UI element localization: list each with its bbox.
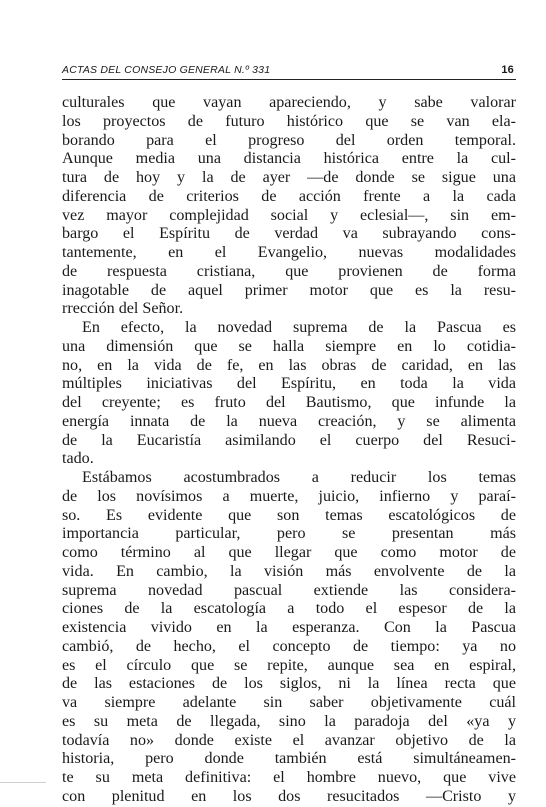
text-line: es el círculo que se repite, aunque sea en espiral, xyxy=(62,656,516,674)
text-line: energía innata de la nueva creación, y se alimenta xyxy=(62,412,516,430)
text-line: te su meta definitiva: el hombre nuevo, que vive xyxy=(62,769,516,786)
running-header xyxy=(62,63,516,80)
text-line: de las estaciones de los siglos, ni la línea recta que xyxy=(62,675,516,693)
paragraph-first-line: Estábamos acostumbrados a reducir los temas xyxy=(82,469,516,486)
text-line: importancia particular, pero se presentan más xyxy=(62,525,516,543)
text-line: historia, pero donde también está simultáneamen- xyxy=(62,750,516,768)
text-line: de la Eucaristía asimilando el cuerpo del Resuci- xyxy=(62,431,516,449)
text-line: no, en la vida de fe, en las obras de caridad, en las xyxy=(62,356,516,374)
paragraph-last-line: rrección del Señor. xyxy=(62,300,184,318)
text-line: todavía no» donde existe el avanzar objetivo de la xyxy=(62,731,516,749)
text-line: Aunque media una distancia histórica entre la cul- xyxy=(62,150,516,168)
text-line: borando para el progreso del orden temporal. xyxy=(62,131,516,149)
text-line: los proyectos de futuro histórico que se van ela- xyxy=(62,112,516,130)
paragraph-last-line: tado. xyxy=(62,450,94,468)
text-line: va siempre adelante sin saber objetivamente cuál xyxy=(62,694,516,711)
text-line: tura de hoy y la de ayer —de donde se sigue una xyxy=(62,169,516,186)
text-line: suprema novedad pascual extiende las considera- xyxy=(62,581,516,599)
text-line: de los novísimos a muerte, juicio, infierno y paraí- xyxy=(62,487,516,505)
text-line: es su meta de llegada, sino la paradoja del «ya y xyxy=(62,712,516,730)
text-line: del creyente; es fruto del Bautismo, que infunde la xyxy=(62,394,516,411)
page-number: 16 xyxy=(501,64,514,76)
text-line: vida. En cambio, la visión más envolvente de la xyxy=(62,562,516,580)
text-line: ciones de la escatología a todo el espesor de la xyxy=(62,600,516,618)
text-line: inagotable de aquel primer motor que es la resu- xyxy=(62,281,516,299)
text-line: vez mayor complejidad social y eclesial—, sin em- xyxy=(62,206,516,224)
text-line: múltiples iniciativas del Espíritu, en toda la vida xyxy=(62,375,516,393)
text-line: cambió, de hecho, el concepto de tiempo: ya no xyxy=(62,637,516,655)
text-line: existencia vivido en la esperanza. Con la Pascua xyxy=(62,619,516,636)
body-text xyxy=(62,94,516,807)
text-line: tantemente, en el Evangelio, nuevas modalidades xyxy=(62,244,516,261)
text-line: bargo el Espíritu de verdad va subrayando cons- xyxy=(62,225,516,243)
running-title: ACTAS DEL CONSEJO GENERAL N.º 331 xyxy=(62,64,271,76)
text-line: so. Es evidente que son temas escatológicos de xyxy=(62,506,516,524)
text-line: como término al que llegar que como motor de xyxy=(62,544,516,561)
text-line: una dimensión que se halla siempre en lo cotidia- xyxy=(62,337,516,355)
text-line: diferencia de criterios de acción frente a la cada xyxy=(62,187,516,205)
text-line: de respuesta cristiana, que provienen de forma xyxy=(62,262,516,280)
text-line: culturales que vayan apareciendo, y sabe valorar xyxy=(62,94,516,111)
paragraph-first-line: En efecto, la novedad suprema de la Pascua es xyxy=(82,319,516,336)
text-line: con plenitud en los dos resucitados —Cristo y xyxy=(62,787,516,805)
scan-edge-mark xyxy=(0,782,46,783)
